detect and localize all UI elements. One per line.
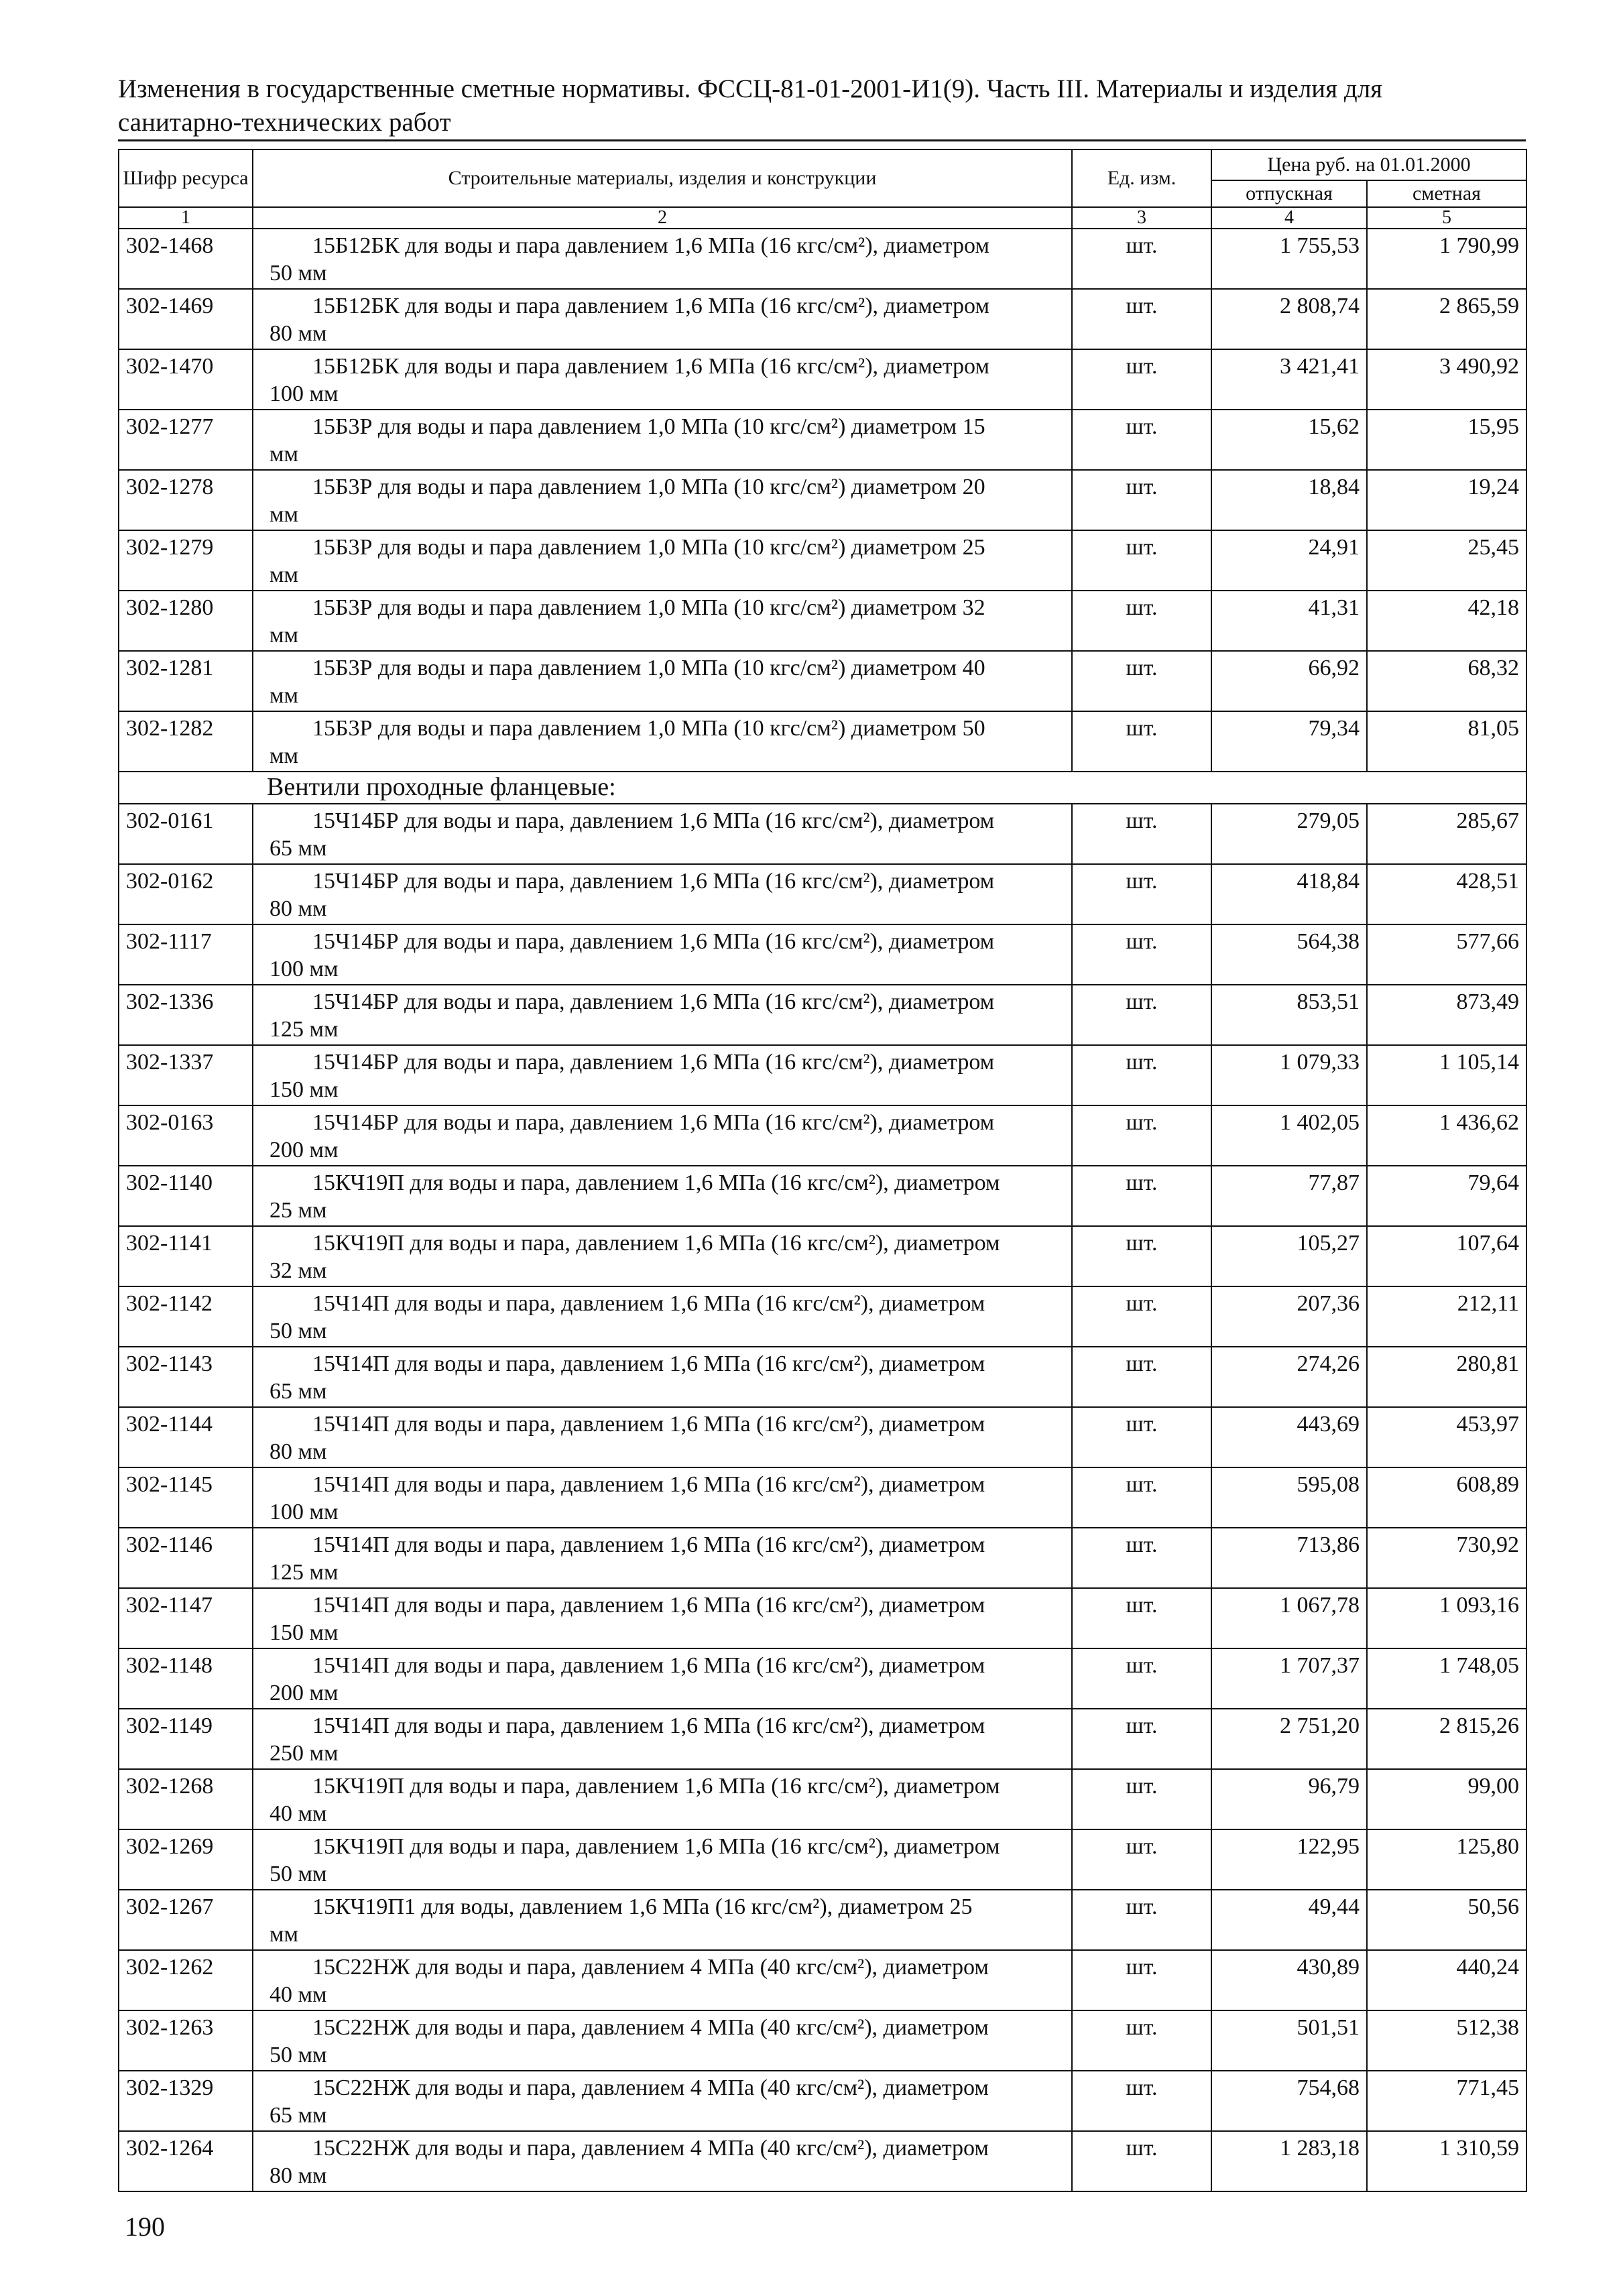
resource-code: 302-1262 — [119, 1950, 253, 2010]
description-line-1: 15КЧ19П1 для воды, давлением 1,6 МПа (16 кгс/см²), диаметром 25 — [312, 1894, 973, 1919]
estimate-price: 512,38 — [1367, 2010, 1526, 2071]
description-line-2: 100 мм — [269, 381, 339, 406]
resource-code: 302-1281 — [119, 651, 253, 711]
unit-of-measure: шт. — [1072, 229, 1211, 289]
release-price: 41,31 — [1211, 591, 1367, 651]
unit-of-measure: шт. — [1072, 1648, 1211, 1709]
resource-code: 302-1263 — [119, 2010, 253, 2071]
release-price: 418,84 — [1211, 864, 1367, 924]
release-price: 443,69 — [1211, 1407, 1367, 1467]
description-line-2: 200 мм — [269, 1681, 339, 1705]
description-line-2: 50 мм — [269, 1319, 327, 1343]
col-number: 5 — [1367, 207, 1526, 229]
resource-code: 302-1278 — [119, 470, 253, 530]
description-line-2: 40 мм — [269, 1982, 327, 2007]
resource-code: 302-1117 — [119, 924, 253, 985]
table-row — [119, 985, 1526, 1045]
estimate-price: 873,49 — [1367, 985, 1526, 1045]
material-description — [253, 2071, 1072, 2131]
description-line-2: мм — [269, 442, 299, 467]
description-line-2: мм — [269, 502, 299, 527]
estimate-price: 280,81 — [1367, 1347, 1526, 1407]
table-row — [119, 1226, 1526, 1286]
header-line-1: Изменения в государственные сметные нормативы. ФССЦ-81-01-2001-И1(9). Часть III. Материалы и изделия для — [118, 74, 1383, 103]
col-header-release: отпускная — [1211, 180, 1367, 207]
estimate-price: 440,24 — [1367, 1950, 1526, 2010]
estimate-price: 2 865,59 — [1367, 289, 1526, 349]
table-row — [119, 1286, 1526, 1347]
material-description — [253, 985, 1072, 1045]
estimate-price: 79,64 — [1367, 1166, 1526, 1226]
material-description — [253, 1467, 1072, 1528]
description-line-2: 150 мм — [269, 1620, 339, 1645]
resource-code: 302-1148 — [119, 1648, 253, 1709]
section-row — [119, 772, 1526, 804]
unit-of-measure: шт. — [1072, 1528, 1211, 1588]
unit-of-measure: шт. — [1072, 2131, 1211, 2191]
material-description — [253, 1347, 1072, 1407]
description-line-2: 32 мм — [269, 1258, 327, 1283]
release-price: 501,51 — [1211, 2010, 1367, 2071]
description-line-1: 15Ч14БР для воды и пара, давлением 1,6 МПа (16 кгс/см²), диаметром — [312, 808, 995, 833]
estimate-price: 212,11 — [1367, 1286, 1526, 1347]
material-description — [253, 229, 1072, 289]
resource-code: 302-1337 — [119, 1045, 253, 1105]
description-line-2: 25 мм — [269, 1198, 327, 1223]
release-price: 595,08 — [1211, 1467, 1367, 1528]
unit-of-measure: шт. — [1072, 711, 1211, 772]
table-row — [119, 1407, 1526, 1467]
description-line-2: 50 мм — [269, 261, 327, 286]
description-line-1: 15Б3Р для воды и пара давлением 1,0 МПа (10 кгс/см²) диаметром 15 — [312, 414, 985, 439]
release-price: 564,38 — [1211, 924, 1367, 985]
table-row — [119, 804, 1526, 864]
description-line-2: 250 мм — [269, 1741, 339, 1766]
header-rule — [118, 139, 1526, 141]
resource-code: 302-1329 — [119, 2071, 253, 2131]
table-row — [119, 1950, 1526, 2010]
estimate-price: 99,00 — [1367, 1769, 1526, 1829]
description-line-1: 15КЧ19П для воды и пара, давлением 1,6 МПа (16 кгс/см²), диаметром — [312, 1774, 1000, 1799]
material-description — [253, 289, 1072, 349]
col-header-name: Строительные материалы, изделия и конструкции — [253, 149, 1072, 207]
release-price: 96,79 — [1211, 1769, 1367, 1829]
material-description — [253, 1890, 1072, 1950]
release-price: 105,27 — [1211, 1226, 1367, 1286]
description-line-2: 65 мм — [269, 2103, 327, 2128]
col-header-code: Шифр ресурса — [119, 149, 253, 207]
unit-of-measure: шт. — [1072, 1286, 1211, 1347]
material-description — [253, 2010, 1072, 2071]
resource-code: 302-1268 — [119, 1769, 253, 1829]
col-number: 2 — [253, 207, 1072, 229]
description-line-1: 15Ч14БР для воды и пара, давлением 1,6 МПа (16 кгс/см²), диаметром — [312, 869, 995, 894]
unit-of-measure: шт. — [1072, 530, 1211, 591]
resource-code: 302-1141 — [119, 1226, 253, 1286]
table-row — [119, 864, 1526, 924]
description-line-2: 125 мм — [269, 1560, 339, 1585]
description-line-2: мм — [269, 623, 299, 648]
resource-code: 302-1146 — [119, 1528, 253, 1588]
description-line-1: 15Б12БК для воды и пара давлением 1,6 МПа (16 кгс/см²), диаметром — [312, 354, 989, 379]
table-row — [119, 1528, 1526, 1588]
description-line-2: 50 мм — [269, 1862, 327, 1886]
table-body — [119, 229, 1526, 2191]
release-price: 430,89 — [1211, 1950, 1367, 2010]
description-line-1: 15С22НЖ для воды и пара, давлением 4 МПа (40 кгс/см²), диаметром — [312, 2015, 989, 2040]
table-row — [119, 410, 1526, 470]
estimate-price: 608,89 — [1367, 1467, 1526, 1528]
description-line-1: 15КЧ19П для воды и пара, давлением 1,6 МПа (16 кгс/см²), диаметром — [312, 1231, 1000, 1256]
material-description — [253, 349, 1072, 410]
release-price: 79,34 — [1211, 711, 1367, 772]
unit-of-measure: шт. — [1072, 1890, 1211, 1950]
resource-code: 302-1144 — [119, 1407, 253, 1467]
description-line-2: 50 мм — [269, 2043, 327, 2067]
material-description — [253, 1769, 1072, 1829]
table-row — [119, 349, 1526, 410]
table-row — [119, 1709, 1526, 1769]
estimate-price: 50,56 — [1367, 1890, 1526, 1950]
unit-of-measure: шт. — [1072, 1588, 1211, 1648]
table-row — [119, 2010, 1526, 2071]
estimate-price: 285,67 — [1367, 804, 1526, 864]
description-line-2: 80 мм — [269, 1439, 327, 1464]
material-description — [253, 1829, 1072, 1890]
table-row — [119, 2071, 1526, 2131]
release-price: 1 402,05 — [1211, 1105, 1367, 1166]
unit-of-measure: шт. — [1072, 2010, 1211, 2071]
unit-of-measure: шт. — [1072, 651, 1211, 711]
description-line-1: 15Ч14БР для воды и пара, давлением 1,6 МПа (16 кгс/см²), диаметром — [312, 1050, 995, 1075]
description-line-2: мм — [269, 743, 299, 768]
col-header-unit: Ед. изм. — [1072, 149, 1211, 207]
description-line-2: 80 мм — [269, 2163, 327, 2188]
description-line-1: 15Б12БК для воды и пара давлением 1,6 МПа (16 кгс/см²), диаметром — [312, 294, 989, 318]
resource-code: 302-1469 — [119, 289, 253, 349]
material-description — [253, 1709, 1072, 1769]
estimate-price: 730,92 — [1367, 1528, 1526, 1588]
section-title: Вентили проходные фланцевые: — [119, 772, 1526, 804]
material-description — [253, 1226, 1072, 1286]
unit-of-measure: шт. — [1072, 410, 1211, 470]
unit-of-measure: шт. — [1072, 924, 1211, 985]
release-price: 1 067,78 — [1211, 1588, 1367, 1648]
col-number: 4 — [1211, 207, 1367, 229]
table-row — [119, 1769, 1526, 1829]
estimate-price: 107,64 — [1367, 1226, 1526, 1286]
release-price: 24,91 — [1211, 530, 1367, 591]
table-row — [119, 1105, 1526, 1166]
estimate-price: 577,66 — [1367, 924, 1526, 985]
table-row — [119, 591, 1526, 651]
description-line-1: 15Ч14П для воды и пара, давлением 1,6 МПа (16 кгс/см²), диаметром — [312, 1713, 985, 1738]
description-line-1: 15Б3Р для воды и пара давлением 1,0 МПа (10 кгс/см²) диаметром 25 — [312, 535, 985, 560]
description-line-1: 15С22НЖ для воды и пара, давлением 4 МПа (40 кгс/см²), диаметром — [312, 1955, 989, 1980]
resource-code: 302-1279 — [119, 530, 253, 591]
release-price: 49,44 — [1211, 1890, 1367, 1950]
estimate-price: 1 790,99 — [1367, 229, 1526, 289]
material-description — [253, 804, 1072, 864]
table-row — [119, 1045, 1526, 1105]
unit-of-measure: шт. — [1072, 289, 1211, 349]
description-line-2: 65 мм — [269, 836, 327, 861]
table-row — [119, 1648, 1526, 1709]
description-line-2: мм — [269, 562, 299, 587]
unit-of-measure: шт. — [1072, 1105, 1211, 1166]
unit-of-measure: шт. — [1072, 1347, 1211, 1407]
material-description — [253, 1166, 1072, 1226]
description-line-1: 15Б12БК для воды и пара давлением 1,6 МПа (16 кгс/см²), диаметром — [312, 233, 989, 258]
estimate-price: 1 748,05 — [1367, 1648, 1526, 1709]
price-table — [118, 149, 1527, 2192]
resource-code: 302-1336 — [119, 985, 253, 1045]
table-row — [119, 470, 1526, 530]
material-description — [253, 924, 1072, 985]
estimate-price: 42,18 — [1367, 591, 1526, 651]
release-price: 3 421,41 — [1211, 349, 1367, 410]
estimate-price: 68,32 — [1367, 651, 1526, 711]
table-row — [119, 1890, 1526, 1950]
description-line-1: 15С22НЖ для воды и пара, давлением 4 МПа (40 кгс/см²), диаметром — [312, 2136, 989, 2161]
release-price: 66,92 — [1211, 651, 1367, 711]
estimate-price: 15,95 — [1367, 410, 1526, 470]
unit-of-measure: шт. — [1072, 349, 1211, 410]
header-line-2: санитарно-технических работ — [118, 108, 451, 137]
resource-code: 302-1269 — [119, 1829, 253, 1890]
description-line-1: 15Ч14П для воды и пара, давлением 1,6 МПа (16 кгс/см²), диаметром — [312, 1472, 985, 1497]
unit-of-measure: шт. — [1072, 1829, 1211, 1890]
unit-of-measure: шт. — [1072, 1407, 1211, 1467]
table-row — [119, 1467, 1526, 1528]
estimate-price: 3 490,92 — [1367, 349, 1526, 410]
release-price: 853,51 — [1211, 985, 1367, 1045]
release-price: 122,95 — [1211, 1829, 1367, 1890]
unit-of-measure: шт. — [1072, 591, 1211, 651]
description-line-2: 100 мм — [269, 1500, 339, 1524]
description-line-2: мм — [269, 1922, 299, 1947]
description-line-1: 15Б3Р для воды и пара давлением 1,0 МПа (10 кгс/см²) диаметром 32 — [312, 595, 985, 620]
description-line-1: 15Ч14П для воды и пара, давлением 1,6 МПа (16 кгс/см²), диаметром — [312, 1593, 985, 1618]
description-line-1: 15Ч14П для воды и пара, давлением 1,6 МПа (16 кгс/см²), диаметром — [312, 1653, 985, 1678]
release-price: 279,05 — [1211, 804, 1367, 864]
resource-code: 302-1282 — [119, 711, 253, 772]
resource-code: 302-1147 — [119, 1588, 253, 1648]
description-line-1: 15Ч14БР для воды и пара, давлением 1,6 МПа (16 кгс/см²), диаметром — [312, 929, 995, 954]
resource-code: 302-1280 — [119, 591, 253, 651]
material-description — [253, 651, 1072, 711]
release-price: 18,84 — [1211, 470, 1367, 530]
unit-of-measure: шт. — [1072, 804, 1211, 864]
description-line-2: 150 мм — [269, 1077, 339, 1102]
estimate-price: 25,45 — [1367, 530, 1526, 591]
col-header-estimate: сметная — [1367, 180, 1526, 207]
table-row — [119, 924, 1526, 985]
material-description — [253, 1045, 1072, 1105]
table-row — [119, 651, 1526, 711]
estimate-price: 428,51 — [1367, 864, 1526, 924]
release-price: 77,87 — [1211, 1166, 1367, 1226]
description-line-1: 15Б3Р для воды и пара давлением 1,0 МПа (10 кгс/см²) диаметром 20 — [312, 475, 985, 499]
estimate-price: 81,05 — [1367, 711, 1526, 772]
release-price: 1 079,33 — [1211, 1045, 1367, 1105]
description-line-2: 40 мм — [269, 1801, 327, 1826]
estimate-price: 1 093,16 — [1367, 1588, 1526, 1648]
material-description — [253, 864, 1072, 924]
table-row — [119, 1166, 1526, 1226]
description-line-1: 15КЧ19П для воды и пара, давлением 1,6 МПа (16 кгс/см²), диаметром — [312, 1834, 1000, 1859]
page-header — [118, 72, 1492, 139]
unit-of-measure: шт. — [1072, 2071, 1211, 2131]
unit-of-measure: шт. — [1072, 1950, 1211, 2010]
resource-code: 302-1468 — [119, 229, 253, 289]
material-description — [253, 591, 1072, 651]
estimate-price: 2 815,26 — [1367, 1709, 1526, 1769]
description-line-2: мм — [269, 683, 299, 708]
release-price: 15,62 — [1211, 410, 1367, 470]
col-header-price: Цена руб. на 01.01.2000 — [1211, 149, 1526, 180]
release-price: 713,86 — [1211, 1528, 1367, 1588]
description-line-1: 15Ч14П для воды и пара, давлением 1,6 МПа (16 кгс/см²), диаметром — [312, 1351, 985, 1376]
release-price: 2 751,20 — [1211, 1709, 1367, 1769]
unit-of-measure: шт. — [1072, 864, 1211, 924]
description-line-2: 200 мм — [269, 1138, 339, 1162]
resource-code: 302-0161 — [119, 804, 253, 864]
unit-of-measure: шт. — [1072, 1226, 1211, 1286]
page-number: 190 — [125, 2212, 165, 2242]
unit-of-measure: шт. — [1072, 470, 1211, 530]
release-price: 274,26 — [1211, 1347, 1367, 1407]
table-row — [119, 711, 1526, 772]
resource-code: 302-1267 — [119, 1890, 253, 1950]
resource-code: 302-0163 — [119, 1105, 253, 1166]
estimate-price: 125,80 — [1367, 1829, 1526, 1890]
unit-of-measure: шт. — [1072, 1769, 1211, 1829]
table-row — [119, 1829, 1526, 1890]
material-description — [253, 410, 1072, 470]
unit-of-measure: шт. — [1072, 985, 1211, 1045]
description-line-1: 15Ч14БР для воды и пара, давлением 1,6 МПа (16 кгс/см²), диаметром — [312, 1110, 995, 1135]
estimate-price: 1 436,62 — [1367, 1105, 1526, 1166]
unit-of-measure: шт. — [1072, 1166, 1211, 1226]
description-line-1: 15Б3Р для воды и пара давлением 1,0 МПа (10 кгс/см²) диаметром 40 — [312, 656, 985, 680]
material-description — [253, 1950, 1072, 2010]
table-row — [119, 1347, 1526, 1407]
col-number: 1 — [119, 207, 253, 229]
estimate-price: 1 105,14 — [1367, 1045, 1526, 1105]
material-description — [253, 1407, 1072, 1467]
resource-code: 302-1145 — [119, 1467, 253, 1528]
release-price: 1 707,37 — [1211, 1648, 1367, 1709]
release-price: 754,68 — [1211, 2071, 1367, 2131]
table-row — [119, 530, 1526, 591]
material-description — [253, 470, 1072, 530]
table-row — [119, 229, 1526, 289]
release-price: 2 808,74 — [1211, 289, 1367, 349]
description-line-1: 15С22НЖ для воды и пара, давлением 4 МПа (40 кгс/см²), диаметром — [312, 2075, 989, 2100]
release-price: 1 283,18 — [1211, 2131, 1367, 2191]
estimate-price: 453,97 — [1367, 1407, 1526, 1467]
resource-code: 302-0162 — [119, 864, 253, 924]
table-row — [119, 1588, 1526, 1648]
unit-of-measure: шт. — [1072, 1467, 1211, 1528]
material-description — [253, 1286, 1072, 1347]
resource-code: 302-1140 — [119, 1166, 253, 1226]
material-description — [253, 1588, 1072, 1648]
unit-of-measure: шт. — [1072, 1709, 1211, 1769]
table-row — [119, 2131, 1526, 2191]
release-price: 207,36 — [1211, 1286, 1367, 1347]
description-line-2: 80 мм — [269, 896, 327, 921]
resource-code: 302-1277 — [119, 410, 253, 470]
description-line-2: 65 мм — [269, 1379, 327, 1404]
description-line-1: 15Ч14П для воды и пара, давлением 1,6 МПа (16 кгс/см²), диаметром — [312, 1291, 985, 1316]
material-description — [253, 711, 1072, 772]
description-line-1: 15КЧ19П для воды и пара, давлением 1,6 МПа (16 кгс/см²), диаметром — [312, 1170, 1000, 1195]
description-line-2: 100 мм — [269, 957, 339, 981]
estimate-price: 771,45 — [1367, 2071, 1526, 2131]
description-line-1: 15Ч14П для воды и пара, давлением 1,6 МПа (16 кгс/см²), диаметром — [312, 1532, 985, 1557]
description-line-1: 15Ч14П для воды и пара, давлением 1,6 МПа (16 кгс/см²), диаметром — [312, 1412, 985, 1437]
table-row — [119, 289, 1526, 349]
resource-code: 302-1149 — [119, 1709, 253, 1769]
resource-code: 302-1470 — [119, 349, 253, 410]
resource-code: 302-1142 — [119, 1286, 253, 1347]
unit-of-measure: шт. — [1072, 1045, 1211, 1105]
material-description — [253, 1528, 1072, 1588]
estimate-price: 1 310,59 — [1367, 2131, 1526, 2191]
material-description — [253, 530, 1072, 591]
description-line-2: 80 мм — [269, 321, 327, 346]
description-line-2: 125 мм — [269, 1017, 339, 1042]
description-line-1: 15Ч14БР для воды и пара, давлением 1,6 МПа (16 кгс/см²), диаметром — [312, 989, 995, 1014]
col-number: 3 — [1072, 207, 1211, 229]
estimate-price: 19,24 — [1367, 470, 1526, 530]
resource-code: 302-1143 — [119, 1347, 253, 1407]
description-line-1: 15Б3Р для воды и пара давлением 1,0 МПа (10 кгс/см²) диаметром 50 — [312, 716, 985, 741]
resource-code: 302-1264 — [119, 2131, 253, 2191]
material-description — [253, 1648, 1072, 1709]
release-price: 1 755,53 — [1211, 229, 1367, 289]
material-description — [253, 1105, 1072, 1166]
material-description — [253, 2131, 1072, 2191]
